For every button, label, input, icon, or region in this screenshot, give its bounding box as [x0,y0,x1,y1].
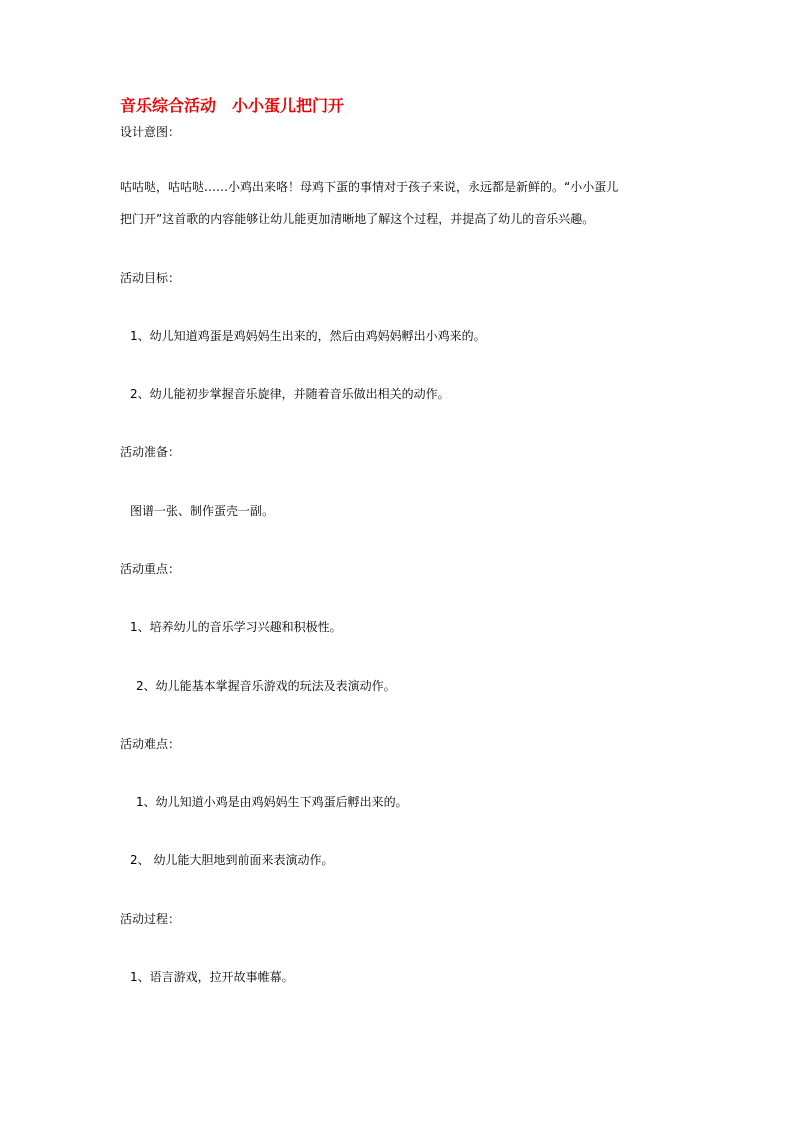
prep-label: 活动准备： [120,445,181,459]
goal-item-2: 2、幼儿能初步掌握音乐旋律，并随着音乐做出相关的动作。 [130,387,450,401]
difficulty-item-1: 1、幼儿知道小鸡是由鸡妈妈生下鸡蛋后孵出来的。 [136,795,408,809]
design-intent-label: 设计意图： [120,125,181,139]
intro-line-1: 咕咕哒，咕咕哒……小鸡出来咯！母鸡下蛋的事情对于孩子来说，永远都是新鲜的。“小小蛋儿 [120,180,619,194]
difficulty-item-2: 2、 幼儿能大胆地到前面来表演动作。 [130,853,334,867]
focus-item-1: 1、培养幼儿的音乐学习兴趣和积极性。 [130,620,342,634]
process-label: 活动过程： [120,912,181,926]
focus-item-2: 2、幼儿能基本掌握音乐游戏的玩法及表演动作。 [136,679,396,693]
process-item-1: 1、语言游戏，拉开故事帷幕。 [130,970,294,984]
difficulty-label: 活动难点： [120,737,181,751]
focus-label: 活动重点： [120,562,181,576]
prep-item-1: 图谱一张、制作蛋壳一副。 [130,504,275,518]
document-title: 音乐综合活动 小小蛋儿把门开 [120,96,345,115]
goals-label: 活动目标： [120,271,181,285]
intro-line-2: 把门开”这首歌的内容能够让幼儿能更加清晰地了解这个过程，并提高了幼儿的音乐兴趣。 [120,212,595,226]
goal-item-1: 1、幼儿知道鸡蛋是鸡妈妈生出来的，然后由鸡妈妈孵出小鸡来的。 [130,329,486,343]
